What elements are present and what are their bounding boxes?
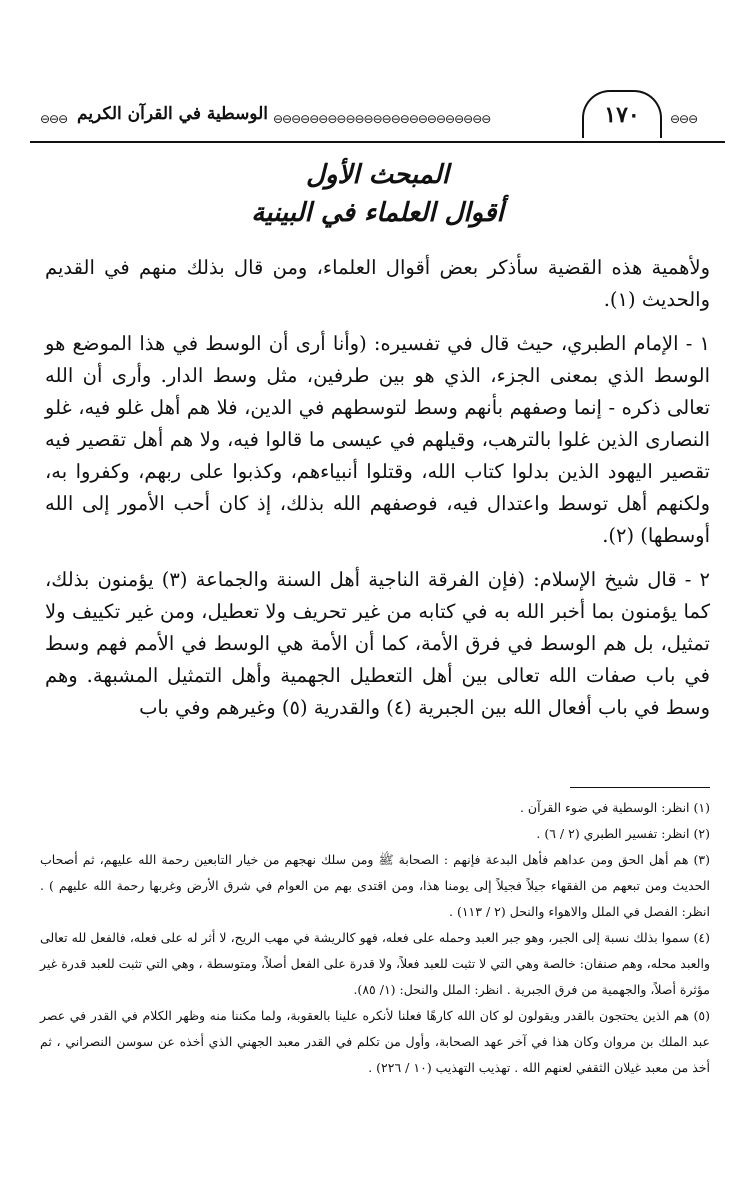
footnote-rule xyxy=(570,787,710,788)
page-number: ١٧٠ xyxy=(582,90,662,138)
footnote-4: (٤) سموا بذلك نسبة إلى الجبر، وهو جبر العبد وحمله على فعله، فهو كالريشة في مهب الريح، لا أثر له على فعله، فالفعل لله تعالى والعبد محله، وهم صنفان: خالصة وهي التي لا تثبت للعبد فعلاً، ولا قدرة على الفعل أصلاً، ومتوسطة ، وهي التي تثبت للعبد قدرة غير مؤثرة أصلاً، والجهمية من فرق الجبرية . انظر: الملل والنحل: (١/ ٨٥). xyxy=(40,930,710,997)
header-rule xyxy=(30,141,725,143)
footnotes xyxy=(40,795,710,1081)
section-subtitle: أقوال العلماء في البينية xyxy=(251,198,504,228)
header-ornament-middle: ⊖⊖⊖⊖⊖⊖⊖⊖⊖⊖⊖⊖⊖⊖⊖⊖⊖⊖⊖⊖⊖⊖⊖⊖ xyxy=(273,112,491,126)
paragraph-tabari: ١ - الإمام الطبري، حيث قال في تفسيره: (وأنا أرى أن الوسط في هذا الموضع هو الوسط الذي بمعنى الجزء، الذي هو بين طرفين، مثل وسط الدار. وأرى أن الله تعالى ذكره - إنما وصفهم بأنهم وسط لتوسطهم في الدين، فلا هم أهل غلو فيه، غلو النصارى الذين غلوا بالترهب، وقيلهم في عيسى ما قالوا فيه، ولا هم أهل تقصير فيه تقصير اليهود الذين بدلوا كتاب الله، وقتلوا أنبياءهم، وكذبوا على ربهم، وكفروا به، ولكنهم أهل توسط واعتدال فيه، فوصفهم الله بذلك، إذ كان أحب الأمور إلى الله أوسطها) (٢). xyxy=(45,332,710,547)
book-title: الوسطية في القرآن الكريم xyxy=(77,104,268,124)
paragraph-shaykh-al-islam: ٢ - قال شيخ الإسلام: (فإن الفرقة الناجية أهل السنة والجماعة (٣) يؤمنون بذلك، كما يؤمنون بما أخبر الله به في كتابه من غير تحريف ولا تعطيل، ومن غير تكييف ولا تمثيل، بل هم الوسط في فرق الأمة، كما أن الأمة هي الوسط في الأمم فهم وسط في باب صفات الله تعالى بين أهل التعطيل الجهمية وأهل التمثيل المشبهة. وهم وسط في باب أفعال الله بين الجبرية (٤) والقدرية (٥) وغيرهم وفي باب xyxy=(45,568,710,719)
running-header xyxy=(30,86,725,148)
section-title: المبحث الأول xyxy=(306,160,449,190)
header-ornament-left: ⊖⊖⊖ xyxy=(40,112,68,126)
footnote-3: (٣) هم أهل الحق ومن عداهم فأهل البدعة فإنهم : الصحابة ﷺ ومن سلك نهجهم من خيار التابعين رحمة الله عليهم، ثم أصحاب الحديث ومن تبعهم من الفقهاء جيلاً فجيلاً إلى يومنا هذا، ومن اقتدى بهم من العوام في شرق الأرض وغربها رحمة الله عليهم ) . انظر: الفصل في الملل والاهواء والنحل (٢ / ١١٣) . xyxy=(40,852,710,919)
footnote-5: (٥) هم الذين يحتجون بالقدر ويقولون لو كان الله كارهًا فعلنا لأنكره علينا بالعقوبة، ولما مكننا منه وظهر الكلام في القدر في عصر عبد الملك بن مروان وكان هذا في آخر عهد الصحابة، وأول من تكلم في القدر معبد الجهني الذي أخذه عن سوسن النصراني ، ثم أخذ من معبد غيلان الثقفي لعنهم الله . تهذيب التهذيب (١٠ / ٢٢٦) . xyxy=(40,1008,711,1075)
paragraph-intro: ولأهمية هذه القضية سأذكر بعض أقوال العلماء، ومن قال بذلك منهم في القديم والحديث (١). xyxy=(45,256,710,311)
main-text xyxy=(45,252,710,736)
footnote-1: (١) انظر: الوسطية في ضوء القرآن . xyxy=(519,800,710,815)
footnote-2: (٢) انظر: تفسير الطبري (٢ / ٦) . xyxy=(536,826,710,841)
header-ornament-right: ⊖⊖⊖ xyxy=(670,112,698,126)
